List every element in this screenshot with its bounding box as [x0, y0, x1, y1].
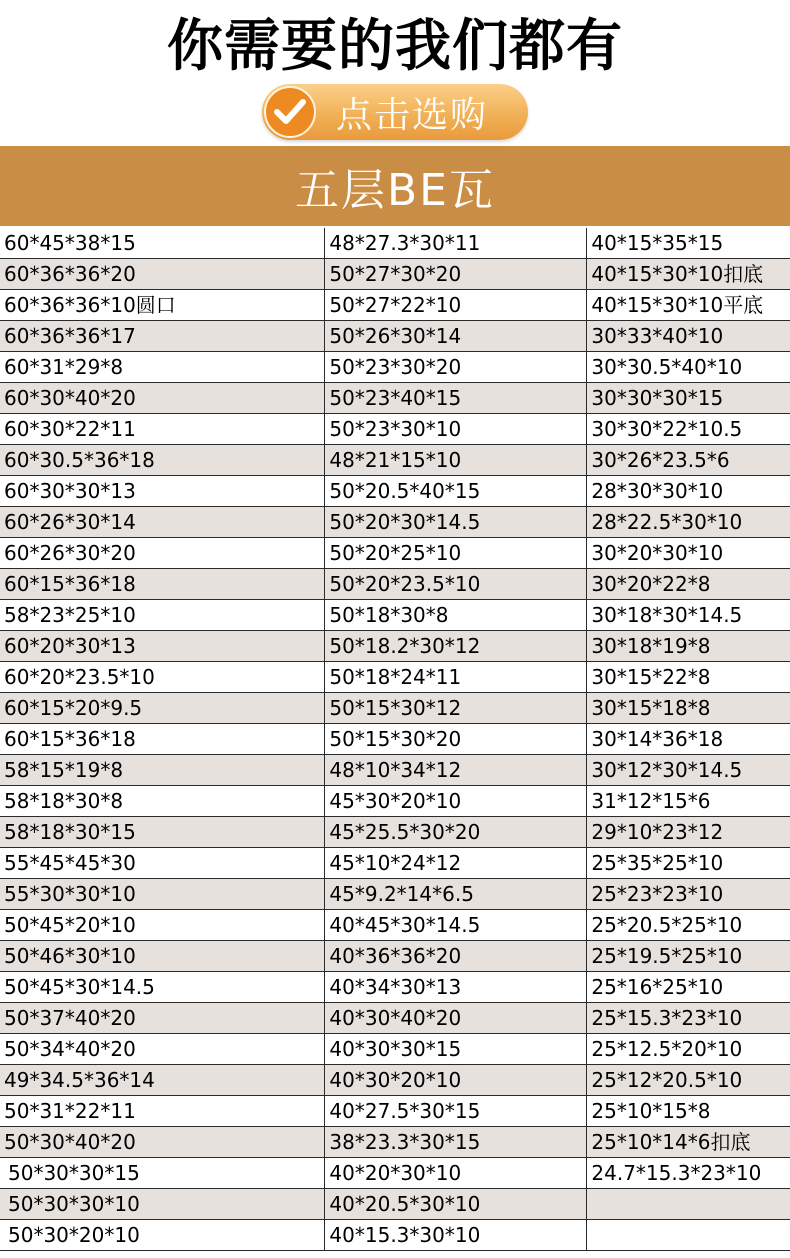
table-cell: 30*26*23.5*6 [587, 445, 790, 476]
table-row [0, 631, 790, 662]
table-cell: 30*30.5*40*10 [587, 352, 790, 383]
table-row [0, 1034, 790, 1065]
table-row [0, 383, 790, 414]
table-cell: 60*30.5*36*18 [0, 445, 325, 476]
table-cell: 25*19.5*25*10 [587, 941, 790, 972]
table-cell: 58*23*25*10 [0, 600, 325, 631]
table-cell: 45*30*20*10 [325, 786, 587, 817]
table-cell: 31*12*15*6 [587, 786, 790, 817]
table-cell: 30*30*30*15 [587, 383, 790, 414]
table-cell: 60*36*36*17 [0, 321, 325, 352]
table-cell: 50*18*30*8 [325, 600, 587, 631]
table-cell [587, 1220, 790, 1251]
table-row [0, 724, 790, 755]
table-cell: 29*10*23*12 [587, 817, 790, 848]
table-cell: 30*20*22*8 [587, 569, 790, 600]
table-row [0, 755, 790, 786]
table-cell: 30*18*30*14.5 [587, 600, 790, 631]
table-cell: 40*30*40*20 [325, 1003, 587, 1034]
table-row [0, 1127, 790, 1158]
table-cell: 50*20*25*10 [325, 538, 587, 569]
table-cell: 50*27*22*10 [325, 290, 587, 321]
table-cell: 60*26*30*14 [0, 507, 325, 538]
table-cell: 60*30*30*13 [0, 476, 325, 507]
table-cell: 25*15.3*23*10 [587, 1003, 790, 1034]
table-cell: 50*30*30*15 [0, 1158, 325, 1189]
table-cell: 38*23.3*30*15 [325, 1127, 587, 1158]
table-cell: 45*25.5*30*20 [325, 817, 587, 848]
table-row [0, 507, 790, 538]
table-row [0, 445, 790, 476]
table-cell: 50*18*24*11 [325, 662, 587, 693]
table-cell: 50*23*40*15 [325, 383, 587, 414]
table-row [0, 290, 790, 321]
table-cell: 50*20*30*14.5 [325, 507, 587, 538]
table-cell: 25*10*15*8 [587, 1096, 790, 1127]
buy-button[interactable] [262, 84, 528, 140]
table-cell: 30*20*30*10 [587, 538, 790, 569]
table-cell: 30*15*18*8 [587, 693, 790, 724]
table-cell: 50*30*30*10 [0, 1189, 325, 1220]
table-row [0, 1189, 790, 1220]
table-cell: 60*15*36*18 [0, 724, 325, 755]
table-row [0, 1220, 790, 1251]
table-cell: 49*34.5*36*14 [0, 1065, 325, 1096]
table-cell: 30*18*19*8 [587, 631, 790, 662]
table-cell: 58*15*19*8 [0, 755, 325, 786]
table-row [0, 476, 790, 507]
table-cell: 40*30*30*15 [325, 1034, 587, 1065]
section-title: 五层BE瓦 [295, 165, 495, 216]
table-cell: 60*20*23.5*10 [0, 662, 325, 693]
table-cell: 50*34*40*20 [0, 1034, 325, 1065]
table-row [0, 879, 790, 910]
table-cell: 45*10*24*12 [325, 848, 587, 879]
buy-button-wrap [0, 84, 790, 146]
table-cell: 60*36*36*10圆口 [0, 290, 325, 321]
table-cell: 50*15*30*20 [325, 724, 587, 755]
table-cell: 25*20.5*25*10 [587, 910, 790, 941]
table-cell: 50*23*30*10 [325, 414, 587, 445]
table-cell: 48*21*15*10 [325, 445, 587, 476]
table-cell: 30*14*36*18 [587, 724, 790, 755]
table-row [0, 414, 790, 445]
table-cell: 50*45*30*14.5 [0, 972, 325, 1003]
table-row [0, 786, 790, 817]
table-row [0, 1096, 790, 1127]
table-cell: 60*30*40*20 [0, 383, 325, 414]
table-cell: 40*30*20*10 [325, 1065, 587, 1096]
table-row [0, 662, 790, 693]
table-cell: 30*12*30*14.5 [587, 755, 790, 786]
table-cell: 40*34*30*13 [325, 972, 587, 1003]
table-cell: 40*36*36*20 [325, 941, 587, 972]
table-cell: 30*30*22*10.5 [587, 414, 790, 445]
table-cell: 55*45*45*30 [0, 848, 325, 879]
table-cell: 25*12.5*20*10 [587, 1034, 790, 1065]
table-cell: 48*27.3*30*11 [325, 228, 587, 259]
table-cell: 28*22.5*30*10 [587, 507, 790, 538]
table-cell: 40*45*30*14.5 [325, 910, 587, 941]
table-row [0, 228, 790, 259]
table-cell: 50*18.2*30*12 [325, 631, 587, 662]
table-cell: 25*23*23*10 [587, 879, 790, 910]
table-cell: 50*37*40*20 [0, 1003, 325, 1034]
table-cell: 60*20*30*13 [0, 631, 325, 662]
table-cell: 30*15*22*8 [587, 662, 790, 693]
table-row [0, 569, 790, 600]
table-cell: 50*27*30*20 [325, 259, 587, 290]
size-table [0, 228, 790, 1251]
table-row [0, 817, 790, 848]
table-cell: 24.7*15.3*23*10 [587, 1158, 790, 1189]
table-row [0, 941, 790, 972]
buy-button-label: 点击选购 [336, 94, 489, 136]
table-row [0, 538, 790, 569]
table-row [0, 848, 790, 879]
table-cell: 45*9.2*14*6.5 [325, 879, 587, 910]
table-cell: 40*20*30*10 [325, 1158, 587, 1189]
table-cell: 50*30*40*20 [0, 1127, 325, 1158]
table-cell: 40*20.5*30*10 [325, 1189, 587, 1220]
table-row [0, 321, 790, 352]
table-cell: 60*30*22*11 [0, 414, 325, 445]
table-cell: 50*23*30*20 [325, 352, 587, 383]
table-cell: 50*20.5*40*15 [325, 476, 587, 507]
headline: 你需要的我们都有 [167, 14, 623, 79]
table-cell: 40*15*30*10扣底 [587, 259, 790, 290]
table-cell: 50*31*22*11 [0, 1096, 325, 1127]
table-cell: 30*33*40*10 [587, 321, 790, 352]
table-row [0, 910, 790, 941]
table-cell: 40*15*35*15 [587, 228, 790, 259]
table-cell: 60*15*36*18 [0, 569, 325, 600]
table-row [0, 600, 790, 631]
table-row [0, 259, 790, 290]
table-cell: 60*15*20*9.5 [0, 693, 325, 724]
table-cell: 50*26*30*14 [325, 321, 587, 352]
table-cell [587, 1189, 790, 1220]
table-cell: 25*12*20.5*10 [587, 1065, 790, 1096]
table-cell: 60*45*38*15 [0, 228, 325, 259]
table-cell: 60*36*36*20 [0, 259, 325, 290]
table-cell: 48*10*34*12 [325, 755, 587, 786]
table-row [0, 693, 790, 724]
section-banner [0, 146, 790, 226]
table-cell: 60*26*30*20 [0, 538, 325, 569]
table-cell: 50*30*20*10 [0, 1220, 325, 1251]
table-cell: 40*15.3*30*10 [325, 1220, 587, 1251]
table-cell: 25*10*14*6扣底 [587, 1127, 790, 1158]
table-cell: 60*31*29*8 [0, 352, 325, 383]
table-cell: 50*45*20*10 [0, 910, 325, 941]
table-row [0, 1158, 790, 1189]
table-cell: 58*18*30*8 [0, 786, 325, 817]
table-cell: 28*30*30*10 [587, 476, 790, 507]
table-row [0, 1065, 790, 1096]
table-cell: 50*46*30*10 [0, 941, 325, 972]
table-cell: 58*18*30*15 [0, 817, 325, 848]
table-cell: 40*27.5*30*15 [325, 1096, 587, 1127]
table-cell: 40*15*30*10平底 [587, 290, 790, 321]
table-cell: 50*20*23.5*10 [325, 569, 587, 600]
table-cell: 25*35*25*10 [587, 848, 790, 879]
table-cell: 55*30*30*10 [0, 879, 325, 910]
table-row [0, 1003, 790, 1034]
table-row [0, 352, 790, 383]
table-row [0, 972, 790, 1003]
check-icon [264, 86, 316, 138]
table-cell: 25*16*25*10 [587, 972, 790, 1003]
table-cell: 50*15*30*12 [325, 693, 587, 724]
